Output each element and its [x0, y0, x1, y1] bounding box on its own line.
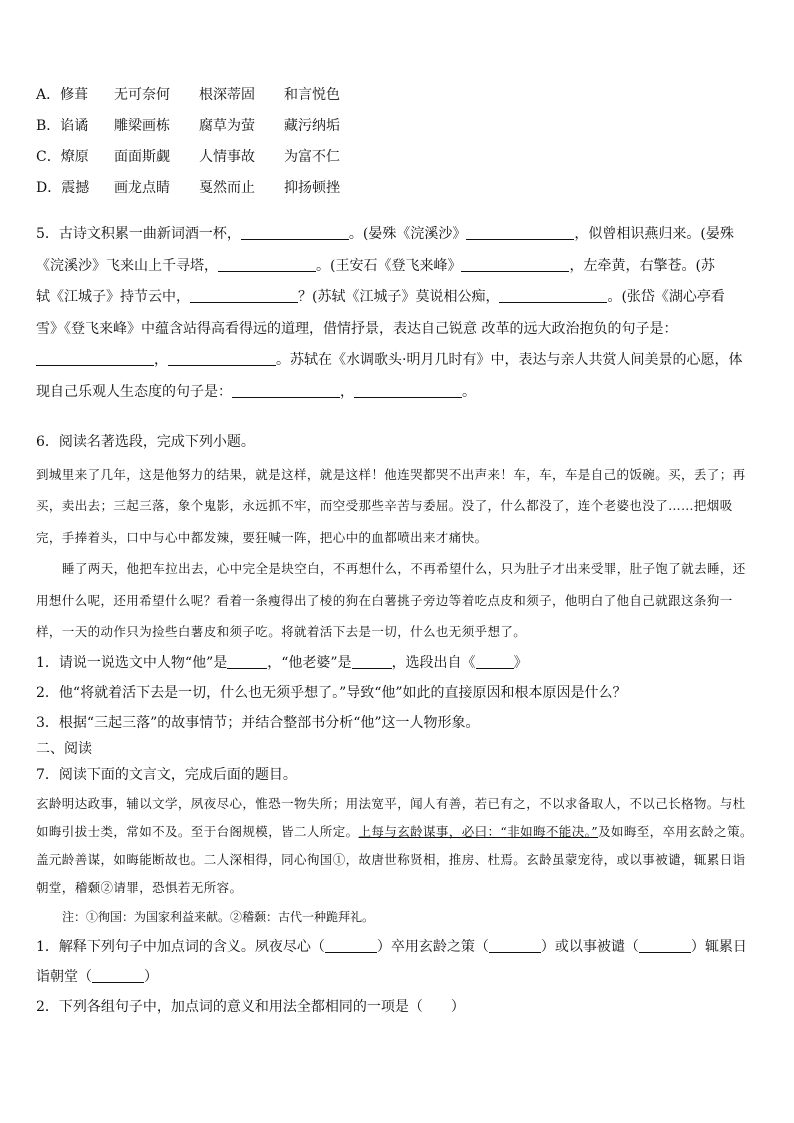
classical-passage	[36, 790, 758, 902]
answer-blank[interactable]	[466, 225, 574, 240]
option-word: 面面斯觑	[114, 149, 170, 165]
option-label: B．谄谲	[36, 118, 89, 134]
excerpt-paragraph-2: 睡了两天，他把车拉出去，心中完全是块空白，不再想什么，不再希望什么，只为肚子才出来受罪，肚子饱了就去睡，还用想什么呢，还用希望什么呢？看着一条瘦得出了棱的狗在白薯挑子旁边等着吃点皮和须子，他明白了他自己就跟这条狗一样，一天的动作只为捡些白薯皮和须子吃。将就着活下去是一切，什么也无须乎想了。	[36, 561, 746, 639]
q5-text: 。(王安石《登飞来峰》	[316, 257, 462, 274]
option-word: 雕梁画栋	[114, 118, 170, 134]
subquestion-text: ，“他老婆”是	[267, 654, 352, 671]
q5-text: ，	[340, 383, 354, 400]
option-word: 根深蒂固	[199, 87, 255, 103]
option-word: 画龙点睛	[114, 180, 170, 196]
option-word: 藏污纳垢	[284, 118, 340, 134]
option-label: C．燎原	[36, 149, 89, 165]
subquestion-text: 》	[513, 654, 528, 671]
q5-text: 5．古诗文积累一曲新词酒一杯，	[36, 226, 241, 242]
q5-text: 雪》《登飞来峰》中蕴含站得高看得远的道理，借情抒景，表达自己锐意 改革的远大政治抱负的句子是：	[36, 320, 678, 337]
q5-text: 。(晏殊《浣溪沙》	[348, 226, 467, 242]
subquestion-text: ，选段出自《	[391, 654, 476, 671]
option-word: 为富不仁	[284, 149, 340, 165]
subquestion-text: ）	[144, 968, 158, 985]
section-heading: 二、阅读	[36, 740, 92, 757]
q5-text: 现自己乐观人生态度的句子是：	[36, 383, 232, 400]
answer-blank[interactable]	[489, 938, 541, 953]
answer-blank[interactable]	[168, 351, 276, 366]
answer-blank[interactable]	[354, 383, 462, 398]
passage-text: 及如晦至，卒用玄龄之策。盖元龄善谋，如晦能断故也。二人深相得，同心徇国①，故唐世称贤相，推房、杜焉。玄龄虽蒙宠待，或以事被谴，辄累日诣朝堂，稽颡②请罪，恐惧若无所容。	[36, 823, 753, 895]
answer-blank[interactable]	[218, 257, 316, 272]
option-a	[36, 80, 758, 111]
q5-text: 。	[462, 383, 476, 400]
answer-blank[interactable]	[639, 938, 691, 953]
document-page	[36, 80, 758, 1022]
passage-text: 玄龄明达政事，辅以文学，夙夜尽心，惟恐一物失所；用法宽平，闻人有善，若已有之，不以求备取人，不以己长格物。与杜如晦引拔士类，常如不及。至于台阁规模，皆二人所定。	[36, 795, 746, 839]
option-label: A．修葺	[36, 87, 89, 103]
option-label: D．震撼	[36, 180, 90, 196]
answer-blank[interactable]	[476, 654, 514, 669]
option-c	[36, 142, 758, 173]
subquestion-text: ）或以事被谴（	[540, 938, 639, 955]
answer-blank[interactable]	[190, 288, 298, 303]
q5-text: ，左牵黄，右擎苍。(苏	[569, 257, 715, 274]
q5-text: 。苏轼在《水调歌头·明月几时有》中，表达与亲人共赏人间美景的心愿，体	[276, 352, 743, 368]
q5-text: 《浣溪沙》飞来山上千寻塔，	[36, 257, 218, 274]
option-word: 腐草为萤	[199, 118, 255, 134]
option-b	[36, 111, 758, 142]
subquestion-7-1	[36, 932, 758, 992]
q5-text: 轼《江城子》持节云中，	[36, 289, 190, 305]
answer-blank[interactable]	[325, 938, 377, 953]
answer-blank[interactable]	[227, 654, 267, 669]
q5-text: ，似曾相识燕归来。(晏殊	[574, 226, 734, 242]
question-5	[36, 219, 758, 408]
answer-blank[interactable]	[461, 257, 569, 272]
options-list	[36, 80, 758, 204]
answer-blank[interactable]	[36, 351, 154, 366]
subquestion-6-2: 2．他“将就着活下去是一切，什么也无须乎想了。”导致“他”如此的直接原因和根本原因是什么？	[36, 684, 627, 701]
subquestion-text: ）卒用玄龄之策（	[376, 938, 489, 955]
subquestion-text: 诣朝堂（	[36, 968, 92, 985]
option-word: 人情事故	[199, 149, 255, 165]
subquestion-6-1	[36, 648, 758, 678]
option-word: 无可奈何	[114, 87, 170, 103]
option-word: 抑扬顿挫	[284, 180, 340, 196]
answer-blank[interactable]	[352, 654, 392, 669]
q5-text: ？(苏轼《江城子》莫说相公痴，	[298, 289, 500, 305]
answer-blank[interactable]	[499, 288, 607, 303]
answer-blank[interactable]	[92, 968, 144, 983]
question-7-title: 7．阅读下面的文言文，完成后面的题目。	[36, 766, 297, 783]
q5-text: ，	[154, 352, 168, 368]
q5-text: 。(张岱《湖心亭看	[607, 289, 725, 305]
option-d	[36, 173, 758, 204]
subquestion-7-2: 2．下列各组句子中，加点词的意义和用法全都相同的一项是（ ）	[36, 998, 465, 1015]
subquestion-text: 1．解释下列句子中加点词的含义。夙夜尽心（	[36, 938, 325, 955]
underlined-sentence: 上每与玄龄谋事，必曰：“非如晦不能决。”	[358, 823, 599, 839]
answer-blank[interactable]	[232, 383, 340, 398]
excerpt-paragraph-1: 到城里来了几年，这是他努力的结果，就是这样，就是这样！他连哭都哭不出声来！车，车，车是自己的饭碗。买，丢了；再买，卖出去；三起三落，象个鬼影，永远抓不牢，而空受那些辛苦与委屈。没了，什么都没了，连个老婆也没了……把烟吸完，手捧着头，口中与心中都发辣，要狂喊一阵，把心中的血都喷出来才痛快。	[36, 466, 746, 545]
question-6-title: 6．阅读名著选段，完成下列小题。	[36, 434, 255, 450]
subquestion-6-3: 3．根据“三起三落”的故事情节；并结合整部书分析“他”这一人物形象。	[36, 714, 480, 731]
passage-note: 注：①徇国：为国家利益来献。②稽颡：古代一种跪拜礼。	[62, 909, 375, 924]
option-word: 戛然而止	[199, 180, 255, 196]
subquestion-text: 1．请说一说选文中人物“他”是	[36, 654, 228, 671]
answer-blank[interactable]	[241, 225, 349, 240]
option-word: 和言悦色	[284, 87, 340, 103]
subquestion-text: ）辄累日	[690, 938, 747, 955]
